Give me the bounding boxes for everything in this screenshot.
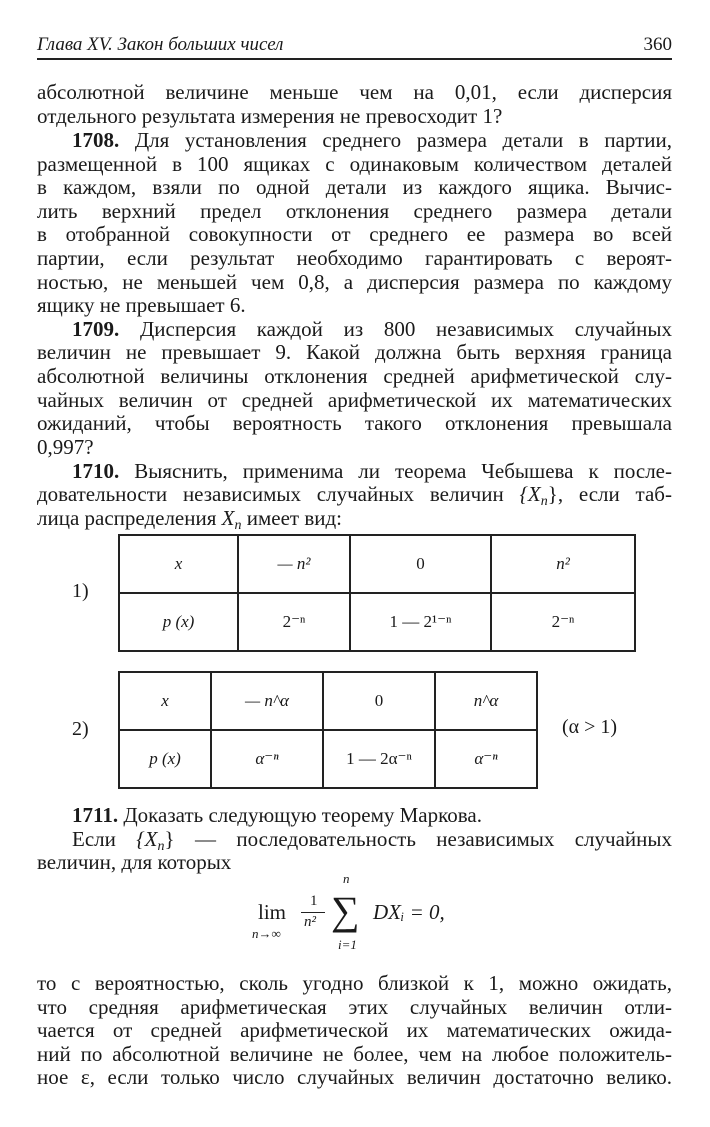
text-line: величин не превышает 9. Какой должна быть верхняя граница <box>37 340 672 364</box>
fraction-numerator: 1 <box>310 893 318 909</box>
text-line: ящику не превышает 6. <box>37 293 246 317</box>
lim: lim <box>258 900 287 924</box>
text-line <box>37 506 672 533</box>
text: } — последовательность независимых случайных <box>164 827 673 851</box>
cell: p (x) <box>162 612 195 631</box>
text-line <box>37 482 672 509</box>
cell: 1 — 2¹⁻ⁿ <box>350 593 491 651</box>
distribution-table-1 <box>118 534 636 652</box>
text: довательности независимых случайных величин <box>37 482 504 506</box>
text-line: величин, для которых <box>37 850 232 874</box>
table1-label: 1) <box>72 580 89 602</box>
text: лица распределения <box>37 506 217 530</box>
text: Доказать следующую теорему Маркова. <box>123 803 482 827</box>
text-line <box>72 827 673 854</box>
problem-number: 1710. <box>72 459 120 483</box>
math: X <box>221 506 235 530</box>
cell: x <box>161 691 169 710</box>
chapter-title: Глава XV. Закон больших чисел <box>37 34 284 55</box>
table2-label: 2) <box>72 718 89 740</box>
math: {X <box>136 827 158 851</box>
cell: n² <box>556 554 570 573</box>
cell: α⁻ⁿ <box>474 749 498 768</box>
sum-upper: n <box>343 871 350 886</box>
text: Если <box>72 827 116 851</box>
text: имеет вид: <box>246 506 343 530</box>
problem-1711-first <box>72 803 672 827</box>
fraction-denominator: n² <box>304 914 316 930</box>
cell: — n² <box>277 554 311 573</box>
problem-1709-first <box>72 317 672 341</box>
text: Дисперсия каждой из 800 независимых случайных <box>139 317 672 341</box>
text-line: что средняя арифметическая этих случайных величин отли- <box>37 995 672 1019</box>
text-line: лить верхний предел отклонения среднего размера детали <box>37 199 672 223</box>
cell: 0 <box>323 672 435 730</box>
text-line: ное ε, если только число случайных величин достаточно велико. <box>37 1065 672 1089</box>
problem-number: 1711. <box>72 803 119 827</box>
problem-1708-first <box>72 128 672 152</box>
math: n <box>157 839 165 854</box>
text-line: ний по абсолютной величине не более, чем на любое положитель- <box>37 1042 672 1066</box>
cell: α⁻ⁿ <box>255 749 279 768</box>
cell: p (x) <box>149 749 181 768</box>
running-header <box>37 32 672 60</box>
text-line: отдельного результата измерения не превосходит 1? <box>37 104 503 128</box>
text: Выяснить, применима ли теорема Чебышева к после- <box>134 459 673 483</box>
lim-subscript: n→∞ <box>252 926 281 941</box>
math: {X <box>519 482 541 506</box>
distribution-table-2 <box>118 671 538 789</box>
math: n <box>540 494 548 509</box>
text-line: абсолютной величины отклонения средней арифметической слу- <box>37 364 672 388</box>
cell: 2⁻ⁿ <box>491 593 635 651</box>
text-line: партии, если результат необходимо гарантировать с вероят- <box>37 246 672 270</box>
text-line: размещенной в 100 ящиках с одинаковым количеством деталей <box>37 152 672 176</box>
cell: n^α <box>473 691 499 710</box>
cell: — n^α <box>245 691 289 710</box>
text-line: в отобранной совокупности от среднего ее размера во всей <box>37 222 672 246</box>
page-number: 360 <box>643 34 672 55</box>
table2-condition: (α > 1) <box>562 716 618 738</box>
problem-number: 1708. <box>72 128 120 152</box>
problem-1710-first <box>72 459 672 483</box>
text-line: в каждом, взяли по одной детали из каждого ящика. Вычис- <box>37 175 672 199</box>
text: }, если таб- <box>547 482 672 506</box>
text-line: 0,997? <box>37 435 94 459</box>
text-line: ожиданий, чтобы вероятность такого отклонения превышала <box>37 411 672 435</box>
text-line: ностью, не меньшей чем 0,8, а дисперсия размера по каждому <box>37 270 672 294</box>
sum-sign: ∑ <box>331 888 360 933</box>
text: Для установления среднего размера детали в партии, <box>134 128 672 152</box>
formula-body: DXᵢ = 0, <box>373 900 445 924</box>
cell: 1 — 2α⁻ⁿ <box>323 730 435 788</box>
cell: 2⁻ⁿ <box>238 593 350 651</box>
text-line: то с вероятностью, сколь угодно близкой к 1, можно ожидать, <box>37 971 672 995</box>
text-line: чается от средней арифметической их математических ожида- <box>37 1018 672 1042</box>
fraction-bar <box>301 912 325 913</box>
text-line: чайных величин от средней арифметической их математических <box>37 388 672 412</box>
sum-lower: i=1 <box>338 937 357 952</box>
cell: 0 <box>350 535 491 593</box>
text-line: абсолютной величине меньше чем на 0,01, если дисперсия <box>37 80 672 104</box>
cell: x <box>174 554 183 573</box>
math: n <box>234 518 242 533</box>
problem-number: 1709. <box>72 317 120 341</box>
